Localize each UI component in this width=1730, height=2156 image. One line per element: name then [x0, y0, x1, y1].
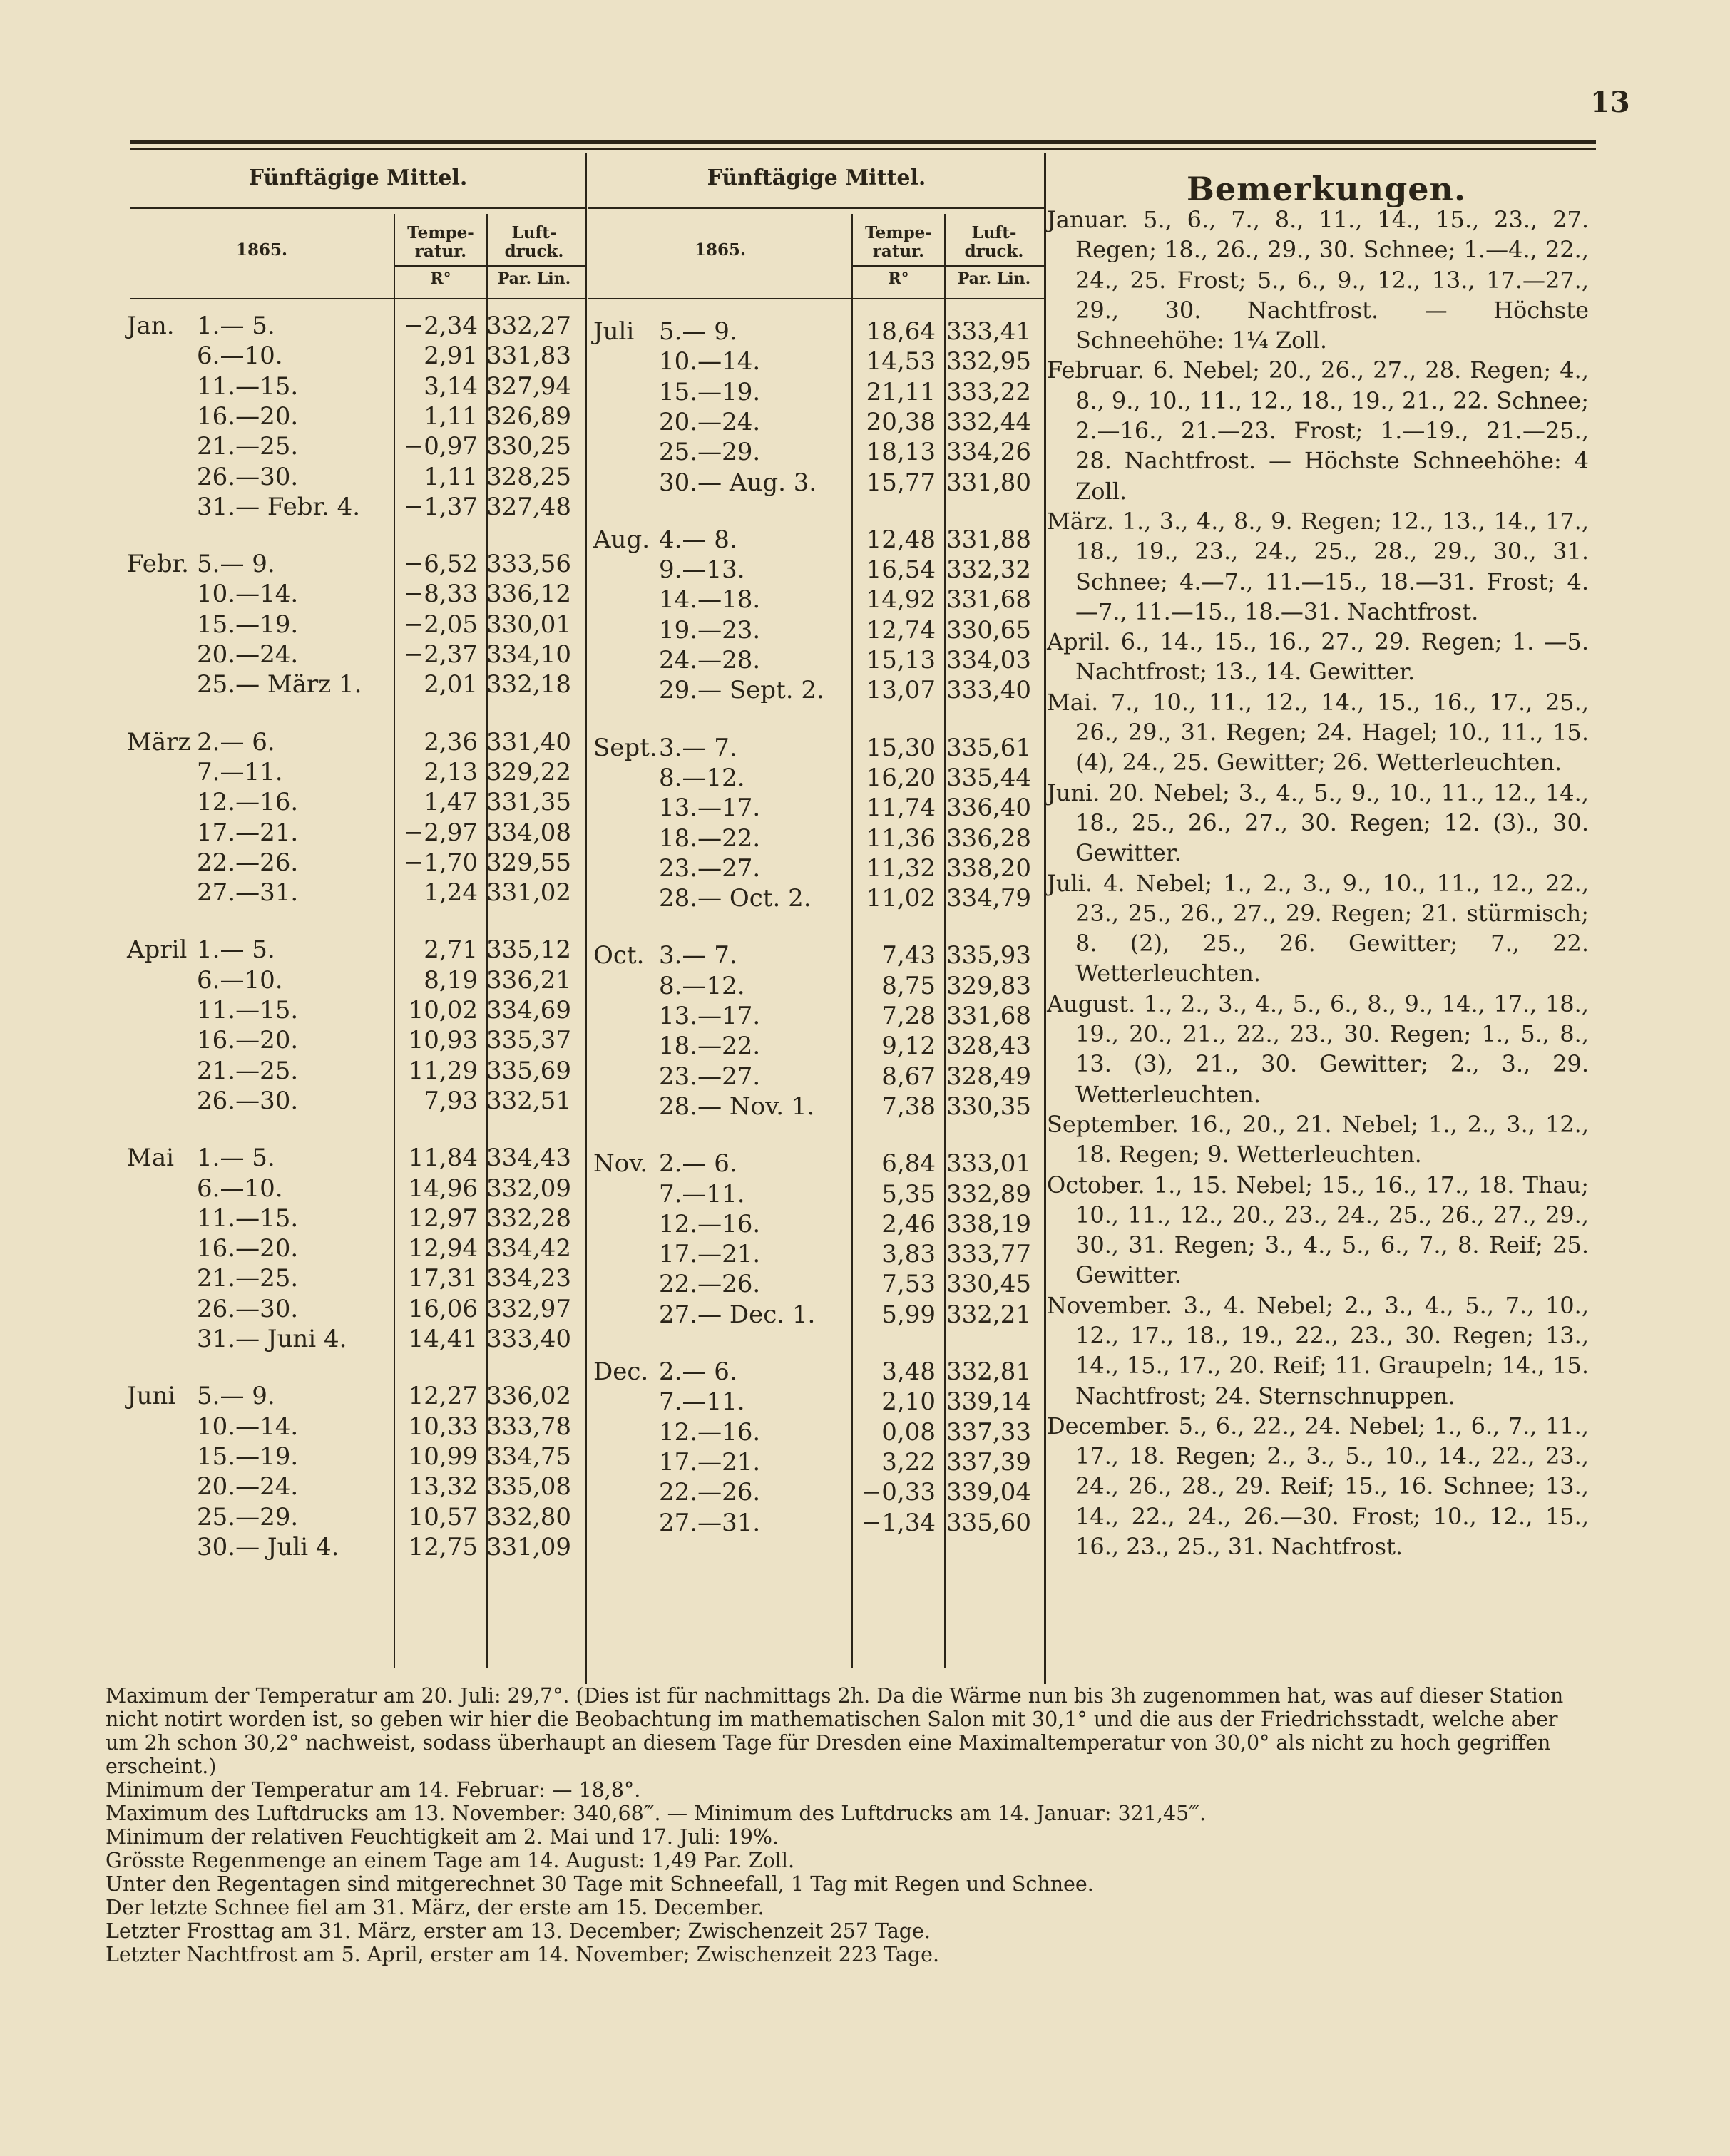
period-label: 6.—10.: [197, 1174, 283, 1203]
period-label: 22.—26.: [659, 1478, 761, 1507]
month-label: Febr.: [127, 550, 189, 579]
pressure-cell: 332,80: [486, 1502, 571, 1531]
pressure-cell: 334,10: [486, 640, 571, 669]
pressure-cell: 336,12: [486, 580, 571, 609]
period-label: 6.—10.: [197, 965, 283, 995]
temperature-cell: −0,33: [861, 1478, 936, 1507]
temperature-cell: 5,35: [881, 1179, 936, 1208]
pressure-cell: 332,32: [946, 555, 1031, 585]
pressure-cell: 333,56: [486, 550, 571, 579]
pressure-cell: 335,37: [486, 1026, 571, 1055]
temperature-cell: 7,53: [881, 1270, 936, 1299]
period-label: 17.—21.: [197, 818, 299, 847]
pressure-cell: 333,01: [946, 1149, 1031, 1179]
remark-entry: September. 16., 20., 21. Nebel; 1., 2., 3., 12., 18. Regen; 9. Wetterleuchten.: [1047, 1110, 1589, 1169]
period-label: 13.—17.: [659, 1002, 761, 1030]
remark-entry: April. 6., 14., 15., 16., 27., 29. Regen; 1. —5. Nachtfrost; 13., 14. Gewitter.: [1047, 628, 1589, 686]
temperature-cell: 3,14: [424, 371, 478, 401]
pressure-cell: 339,04: [946, 1478, 1031, 1507]
temperature-cell: 16,06: [408, 1294, 478, 1323]
right-col-press: Luft- druck.: [964, 223, 1024, 261]
temperature-cell: 21,11: [866, 377, 936, 406]
period-label: 11.—15.: [197, 1203, 299, 1233]
period-label: 8.—12.: [659, 971, 745, 1000]
temperature-cell: −2,05: [403, 610, 478, 639]
period-label: 7.—11.: [197, 757, 283, 786]
pressure-cell: 328,43: [946, 1032, 1031, 1061]
temperature-cell: −1,70: [403, 848, 478, 877]
left-unit-press: Par. Lin.: [497, 270, 571, 288]
pressure-cell: 328,49: [946, 1062, 1031, 1091]
temperature-cell: −6,52: [403, 550, 478, 579]
pressure-cell: 334,03: [946, 646, 1031, 674]
temperature-cell: 1,11: [424, 462, 478, 491]
footer-note: Minimum der relativen Feuchtigkeit am 2. Mai und 17. Juli: 19%.: [106, 1825, 779, 1849]
left-subheader-rule: [394, 265, 585, 267]
period-label: 5.— 9.: [197, 550, 275, 579]
right-col-period: 1865.: [694, 240, 747, 260]
pressure-cell: 329,83: [946, 971, 1031, 1000]
temperature-cell: 5,99: [881, 1300, 936, 1329]
pressure-cell: 332,28: [486, 1203, 571, 1233]
period-label: 5.— 9.: [197, 1382, 275, 1411]
temperature-cell: 12,74: [866, 615, 936, 645]
pressure-cell: 332,09: [486, 1174, 571, 1203]
remark-entry: Juni. 20. Nebel; 3., 4., 5., 9., 10., 11., 12., 14., 18., 25., 26., 27., 30. Regen; 12. (3)., 30. Gewitter.: [1047, 779, 1589, 867]
pressure-cell: 332,18: [486, 670, 571, 699]
period-label: 26.—30.: [197, 1086, 299, 1115]
month-label: April: [127, 935, 188, 965]
period-label: 8.—12.: [659, 763, 745, 792]
temperature-cell: 1,11: [424, 401, 478, 431]
temperature-cell: 11,74: [866, 794, 936, 823]
pressure-cell: 332,97: [486, 1294, 571, 1323]
pressure-cell: 334,42: [486, 1234, 571, 1263]
period-label: 21.—25.: [197, 1056, 299, 1085]
period-label: 25.—29.: [197, 1502, 299, 1531]
temperature-cell: 12,94: [408, 1234, 478, 1263]
left-unit-temp: R°: [430, 270, 451, 288]
period-label: 2.— 6.: [659, 1357, 737, 1386]
period-label: 26.—30.: [197, 462, 299, 491]
period-label: 28.— Oct. 2.: [659, 884, 812, 913]
pressure-cell: 335,08: [486, 1472, 571, 1502]
period-label: 28.— Nov. 1.: [659, 1092, 815, 1121]
pressure-cell: 330,45: [946, 1270, 1031, 1299]
pressure-cell: 335,61: [946, 733, 1031, 762]
period-label: 15.—19.: [197, 610, 299, 639]
temperature-cell: −2,97: [403, 818, 478, 847]
period-label: 26.—30.: [197, 1294, 299, 1323]
temperature-cell: 7,43: [881, 941, 936, 970]
pressure-cell: 338,19: [946, 1209, 1031, 1238]
temperature-cell: 11,32: [866, 853, 936, 883]
period-label: 2.— 6.: [659, 1149, 737, 1179]
period-label: 16.—20.: [197, 1026, 299, 1055]
period-label: 1.— 5.: [197, 1144, 275, 1173]
pressure-cell: 337,33: [946, 1417, 1031, 1447]
right-unit-temp: R°: [888, 270, 909, 288]
period-label: 27.—31.: [197, 878, 299, 908]
pressure-cell: 334,75: [486, 1442, 571, 1471]
temperature-cell: −1,37: [403, 492, 478, 521]
pressure-cell: 331,88: [946, 525, 1031, 554]
period-label: 23.—27.: [659, 853, 761, 883]
period-label: 17.—21.: [659, 1240, 761, 1269]
right-unit-press: Par. Lin.: [957, 270, 1031, 288]
footer-notes: [106, 1684, 1592, 1966]
month-label: März: [127, 727, 191, 756]
period-label: 1.— 5.: [197, 312, 275, 340]
period-label: 25.—29.: [659, 438, 761, 467]
pressure-cell: 330,65: [946, 615, 1031, 645]
temperature-cell: 12,75: [408, 1532, 478, 1561]
period-label: 1.— 5.: [197, 935, 275, 965]
temperature-cell: 11,29: [408, 1056, 478, 1085]
pressure-cell: 333,78: [486, 1412, 571, 1441]
period-label: 11.—15.: [197, 371, 299, 401]
period-label: 21.—25.: [197, 1264, 299, 1293]
month-label: Sept.: [593, 733, 657, 762]
pressure-cell: 336,40: [946, 794, 1031, 823]
temperature-cell: 17,31: [408, 1264, 478, 1293]
period-label: 7.—11.: [659, 1387, 745, 1417]
remark-entry: Mai. 7., 10., 11., 12., 14., 15., 16., 17., 25., 26., 29., 31. Regen; 24. Hagel; 10., 11., 15. (4), 24., 25. Gewitter; 26. Wetterleuchten.: [1047, 688, 1589, 776]
period-label: 18.—22.: [659, 1032, 761, 1061]
temperature-cell: −2,37: [403, 640, 478, 669]
period-label: 12.—16.: [197, 788, 299, 817]
temperature-cell: 10,93: [408, 1026, 478, 1055]
remark-entry: März. 1., 3., 4., 8., 9. Regen; 12., 13., 14., 17., 18., 19., 23., 24., 25., 28., 29., 30., 31. Schnee; 4.—7., 11.—15., 18.—31. Frost; 4.—7., 11.—15., 18.—31. Nachtfrost.: [1047, 507, 1589, 625]
temperature-cell: 14,53: [866, 347, 936, 376]
right-table-title: Fünftägige Mittel.: [707, 165, 926, 190]
remark-entry: October. 1., 15. Nebel; 15., 16., 17., 18. Thau; 10., 11., 12., 20., 23., 24., 25., 26., 27., 29., 30., 31. Regen; 3., 4., 5., 6., 7., 8. Reif; 25. Gewitter.: [1047, 1171, 1589, 1289]
remark-entry: Januar. 5., 6., 7., 8., 11., 14., 15., 23., 27. Regen; 18., 26., 29., 30. Schnee; 1.—4., 22., 24., 25. Frost; 5., 6., 9., 12., 13., 17.—27., 29., 30. Nachtfrost. — Höchste Schneehöhe: 1¼ Zoll.: [1047, 206, 1589, 354]
period-label: 15.—19.: [197, 1442, 299, 1471]
temperature-cell: 6,84: [881, 1149, 936, 1179]
period-label: 10.—14.: [197, 580, 299, 609]
period-label: 22.—26.: [197, 848, 299, 877]
temperature-cell: 8,67: [881, 1062, 936, 1091]
temperature-cell: 14,41: [408, 1325, 478, 1353]
temperature-cell: 8,75: [881, 971, 936, 1000]
temperature-cell: 16,20: [866, 763, 936, 792]
pressure-cell: 327,48: [486, 492, 571, 521]
temperature-cell: 3,83: [881, 1240, 936, 1269]
pressure-cell: 336,21: [486, 965, 571, 995]
left-col-press: Luft- druck.: [504, 223, 564, 261]
pressure-cell: 327,94: [486, 371, 571, 401]
temperature-cell: 10,99: [408, 1442, 478, 1471]
period-label: 12.—16.: [659, 1209, 761, 1238]
month-label: Juli: [593, 317, 635, 346]
pressure-cell: 332,51: [486, 1086, 571, 1115]
pressure-cell: 330,35: [946, 1092, 1031, 1121]
left-header-rule: [130, 207, 585, 209]
left-col-period: 1865.: [235, 240, 288, 260]
remarks-column: [1047, 205, 1589, 1561]
remark-entry: August. 1., 2., 3., 4., 5., 6., 8., 9., 14., 17., 18., 19., 20., 21., 22., 23., 30. Regen; 1., 5., 8., 13. (3), 21., 30. Gewitter; 2., 3., 29. Wetterleuchten.: [1047, 990, 1589, 1108]
temperature-cell: 20,38: [866, 407, 936, 436]
right-header-bottom-rule: [588, 298, 1045, 299]
temperature-cell: 3,48: [881, 1357, 936, 1386]
footer-note: Maximum der Temperatur am 20. Juli: 29,7°. (Dies ist für nachmittags 2h. Da die Wärme nun bis 3h zugenommen hat, was auf dieser Station nicht notirt worden ist, so geben wir hier die Beobachtung im mathematischen Salon mit 30,1° und die aus der Friedrichsstadt, welche aber um 2h schon 30,2° nachweist, sodass überhaupt an diesem Tage für Dresden eine Maximaltemperatur von 30,0° als nicht zu hoch gegriffen erscheint.): [106, 1684, 1564, 1778]
temperature-cell: 11,36: [866, 823, 936, 853]
pressure-cell: 331,68: [946, 585, 1031, 615]
temperature-cell: 14,92: [866, 585, 936, 615]
pressure-cell: 332,81: [946, 1357, 1031, 1386]
left-header-bottom-rule: [130, 298, 585, 299]
pressure-cell: 331,80: [946, 468, 1031, 497]
period-label: 3.— 7.: [659, 733, 737, 762]
month-label: Mai: [127, 1144, 174, 1173]
remark-entry: December. 5., 6., 22., 24. Nebel; 1., 6., 7., 11., 17., 18. Regen; 2., 3., 5., 10., 14., 22., 23., 24., 26., 28., 29. Reif; 15., 16. Schnee; 13., 14., 22., 24., 26.—30. Frost; 10., 12., 15., 16., 23., 25., 31. Nachtfrost.: [1047, 1412, 1589, 1561]
period-label: 6.—10.: [197, 342, 283, 371]
period-label: 23.—27.: [659, 1062, 761, 1091]
footer-note: Letzter Frosttag am 31. März, erster am 13. December; Zwischenzeit 257 Tage.: [106, 1919, 931, 1943]
period-label: 31.— Juni 4.: [197, 1325, 347, 1353]
pressure-cell: 338,20: [946, 853, 1031, 883]
temperature-cell: 16,54: [866, 555, 936, 585]
period-label: 30.— Juli 4.: [197, 1532, 339, 1561]
temperature-cell: −0,97: [403, 432, 478, 461]
temperature-cell: 15,77: [866, 468, 936, 497]
period-label: 31.— Febr. 4.: [197, 492, 361, 521]
left-mid-divider: [585, 153, 587, 1684]
footer-note: Grösste Regenmenge an einem Tage am 14. August: 1,49 Par. Zoll.: [106, 1849, 795, 1872]
pressure-cell: 334,23: [486, 1264, 571, 1293]
period-label: 21.—25.: [197, 432, 299, 461]
right-col-temp: Tempe- ratur.: [865, 223, 932, 261]
pressure-cell: 330,25: [486, 432, 571, 461]
period-label: 20.—24.: [659, 407, 761, 436]
pressure-cell: 331,68: [946, 1002, 1031, 1030]
temperature-cell: 18,64: [866, 317, 936, 346]
temperature-cell: 2,13: [424, 757, 478, 786]
pressure-cell: 331,02: [486, 878, 571, 908]
remark-entry: Februar. 6. Nebel; 20., 26., 27., 28. Regen; 4., 8., 9., 10., 11., 12., 18., 19., 21., 22. Schnee; 2.—16., 21.—23. Frost; 1.—19., 21.—25., 28. Nachtfrost. — Höchste Schneehöhe: 4 Zoll.: [1047, 356, 1589, 505]
pressure-cell: 332,89: [946, 1179, 1031, 1208]
period-label: 12.—16.: [659, 1417, 761, 1447]
period-label: 10.—14.: [659, 347, 761, 376]
left-table-title: Fünftägige Mittel.: [248, 165, 468, 190]
pressure-cell: 332,44: [946, 407, 1031, 436]
temperature-cell: 15,30: [866, 733, 936, 762]
left-col-temp: Tempe- ratur.: [407, 223, 474, 261]
pressure-cell: 334,26: [946, 438, 1031, 467]
temperature-cell: 11,84: [408, 1144, 478, 1173]
page-number: 13: [1590, 86, 1630, 119]
period-label: 9.—13.: [659, 555, 745, 585]
footer-note: Der letzte Schnee fiel am 31. März, der erste am 15. December.: [106, 1896, 764, 1919]
pressure-cell: 328,25: [486, 462, 571, 491]
month-label: Aug.: [593, 525, 650, 554]
period-label: 30.— Aug. 3.: [659, 468, 817, 497]
temperature-cell: 2,36: [424, 727, 478, 756]
remarks-title: Bemerkungen.: [1187, 170, 1466, 208]
period-label: 17.—21.: [659, 1447, 761, 1477]
remark-entry: November. 3., 4. Nebel; 2., 3., 4., 5., 7., 10., 12., 17., 18., 19., 22., 23., 30. Regen; 13., 14., 15., 17., 20. Reif; 11. Graupeln; 14., 15. Nachtfrost; 24. Sternschnuppen.: [1047, 1291, 1589, 1410]
pressure-cell: 335,12: [486, 935, 571, 965]
pressure-cell: 335,93: [946, 941, 1031, 970]
period-label: 25.— März 1.: [197, 670, 362, 699]
month-label: Dec.: [593, 1357, 649, 1386]
temperature-cell: 14,96: [408, 1174, 478, 1203]
temperature-cell: 2,10: [881, 1387, 936, 1417]
pressure-cell: 331,40: [486, 727, 571, 756]
temperature-cell: 10,57: [408, 1502, 478, 1531]
right-subheader-rule: [851, 265, 1044, 267]
pressure-cell: 336,28: [946, 823, 1031, 853]
right-header-rule: [588, 207, 1045, 209]
period-label: 20.—24.: [197, 640, 299, 669]
period-label: 24.—28.: [659, 646, 761, 674]
period-label: 10.—14.: [197, 1412, 299, 1441]
pressure-cell: 333,40: [946, 676, 1031, 705]
pressure-cell: 329,22: [486, 757, 571, 786]
period-label: 7.—11.: [659, 1179, 745, 1208]
pressure-cell: 332,21: [946, 1300, 1031, 1329]
period-label: 29.— Sept. 2.: [659, 676, 824, 705]
temperature-cell: 2,46: [881, 1209, 936, 1238]
pressure-cell: 333,40: [486, 1325, 571, 1353]
temperature-cell: 7,93: [424, 1086, 478, 1115]
footer-note: Letzter Nachtfrost am 5. April, erster am 14. November; Zwischenzeit 223 Tage.: [106, 1943, 940, 1966]
pressure-cell: 334,43: [486, 1144, 571, 1173]
temperature-cell: 1,24: [424, 878, 478, 908]
pressure-cell: 335,44: [946, 763, 1031, 792]
pressure-cell: 332,27: [486, 312, 571, 340]
period-label: 16.—20.: [197, 1234, 299, 1263]
temperature-cell: −1,34: [861, 1508, 936, 1537]
period-label: 3.— 7.: [659, 941, 737, 970]
period-label: 15.—19.: [659, 377, 761, 406]
period-label: 2.— 6.: [197, 727, 275, 756]
pressure-cell: 333,22: [946, 377, 1031, 406]
temperature-cell: 11,02: [866, 884, 936, 913]
period-label: 27.— Dec. 1.: [659, 1300, 816, 1329]
top-rule-thin: [130, 148, 1596, 150]
temperature-cell: 10,02: [408, 996, 478, 1025]
temperature-cell: 9,12: [881, 1032, 936, 1061]
pressure-cell: 336,02: [486, 1382, 571, 1411]
month-label: Nov.: [593, 1149, 648, 1179]
pressure-cell: 334,79: [946, 884, 1031, 913]
pressure-cell: 334,69: [486, 996, 571, 1025]
period-label: 14.—18.: [659, 585, 761, 615]
temperature-cell: 7,28: [881, 1002, 936, 1030]
pressure-cell: 331,09: [486, 1532, 571, 1561]
footer-note: Unter den Regentagen sind mitgerechnet 30 Tage mit Schneefall, 1 Tag mit Regen und Schnee.: [106, 1872, 1094, 1896]
pressure-cell: 326,89: [486, 401, 571, 431]
pressure-cell: 329,55: [486, 848, 571, 877]
pressure-cell: 331,83: [486, 342, 571, 371]
month-label: Juni: [127, 1382, 176, 1411]
pressure-cell: 332,95: [946, 347, 1031, 376]
temperature-cell: 12,97: [408, 1203, 478, 1233]
period-label: 13.—17.: [659, 794, 761, 823]
remark-entry: Juli. 4. Nebel; 1., 2., 3., 9., 10., 11., 12., 22., 23., 25., 26., 27., 29. Regen; 21. stürmisch; 8. (2), 25., 26. Gewitter; 7., 22. Wetterleuchten.: [1047, 869, 1589, 987]
temperature-cell: 2,71: [424, 935, 478, 965]
temperature-cell: 8,19: [424, 965, 478, 995]
right-mid-divider: [1044, 153, 1046, 1684]
temperature-cell: 12,27: [408, 1382, 478, 1411]
pressure-cell: 333,77: [946, 1240, 1031, 1269]
temperature-cell: 1,47: [424, 788, 478, 817]
month-label: Jan.: [127, 312, 175, 340]
pressure-cell: 337,39: [946, 1447, 1031, 1477]
temperature-cell: 10,33: [408, 1412, 478, 1441]
period-label: 11.—15.: [197, 996, 299, 1025]
period-label: 19.—23.: [659, 615, 761, 645]
temperature-cell: −8,33: [403, 580, 478, 609]
footer-note: Minimum der Temperatur am 14. Februar: — 18,8°.: [106, 1778, 641, 1802]
period-label: 27.—31.: [659, 1508, 761, 1537]
temperature-cell: 13,07: [866, 676, 936, 705]
temperature-cell: 12,48: [866, 525, 936, 554]
pressure-cell: 339,14: [946, 1387, 1031, 1417]
month-label: Oct.: [593, 941, 645, 970]
period-label: 18.—22.: [659, 823, 761, 853]
footer-note: Maximum des Luftdrucks am 13. November: 340,68‴. — Minimum des Luftdrucks am 14. Januar: 321,45‴.: [106, 1802, 1207, 1825]
period-label: 5.— 9.: [659, 317, 737, 346]
pressure-cell: 333,41: [946, 317, 1031, 346]
temperature-cell: 15,13: [866, 646, 936, 674]
pressure-cell: 335,60: [946, 1508, 1031, 1537]
temperature-cell: 2,91: [424, 342, 478, 371]
pressure-cell: 335,69: [486, 1056, 571, 1085]
period-label: 16.—20.: [197, 401, 299, 431]
temperature-cell: −2,34: [403, 312, 478, 340]
temperature-cell: 2,01: [424, 670, 478, 699]
pressure-cell: 330,01: [486, 610, 571, 639]
temperature-cell: 0,08: [881, 1417, 936, 1447]
temperature-cell: 3,22: [881, 1447, 936, 1477]
top-rule: [130, 140, 1596, 144]
temperature-cell: 18,13: [866, 438, 936, 467]
period-label: 22.—26.: [659, 1270, 761, 1299]
pressure-cell: 334,08: [486, 818, 571, 847]
pressure-cell: 331,35: [486, 788, 571, 817]
period-label: 20.—24.: [197, 1472, 299, 1502]
period-label: 4.— 8.: [659, 525, 737, 554]
temperature-cell: 13,32: [408, 1472, 478, 1502]
temperature-cell: 7,38: [881, 1092, 936, 1121]
